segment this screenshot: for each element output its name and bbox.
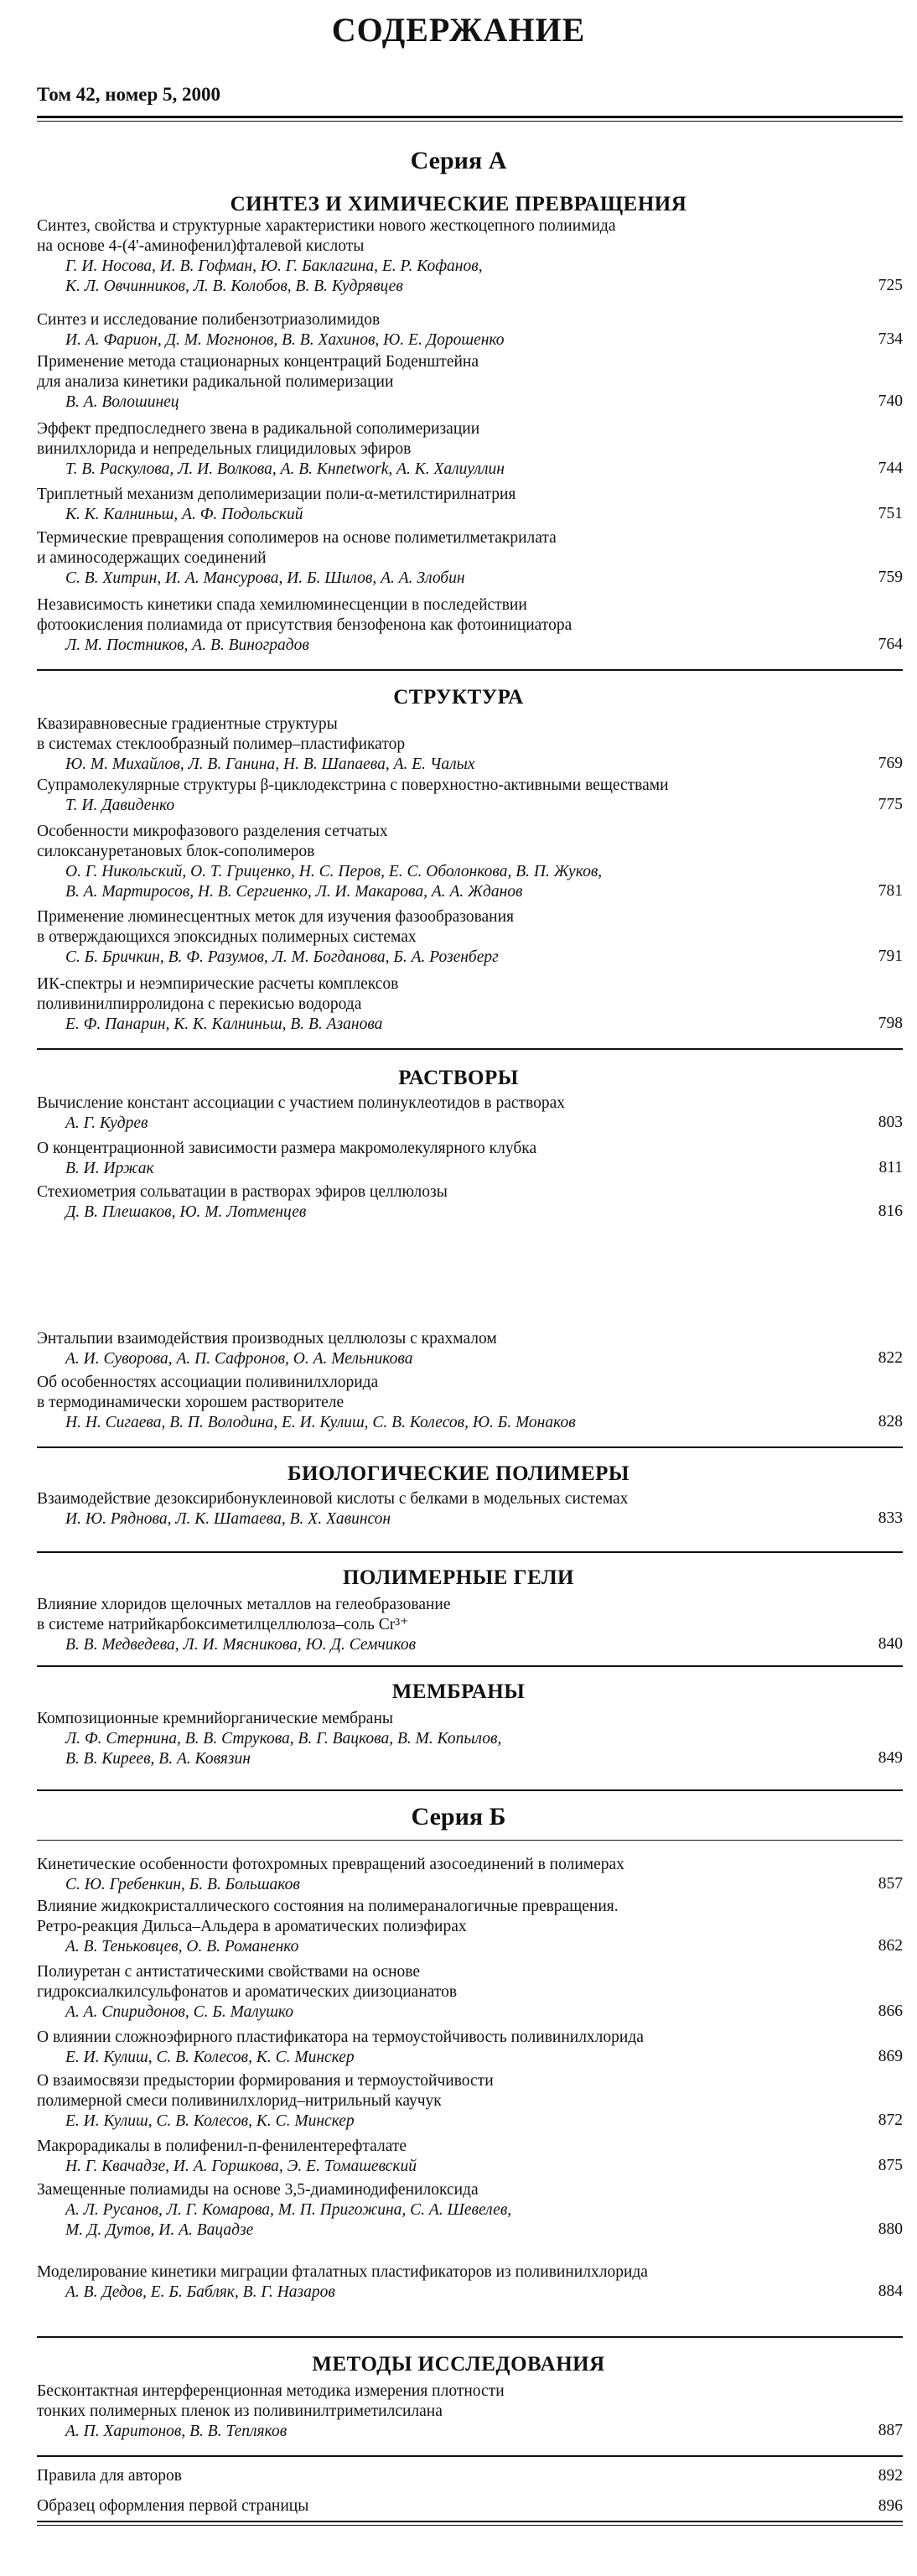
entry-authors: Н. Н. Сигаева, В. П. Володина, Е. И. Кулиш, С. В. Колесов, Ю. Б. Монаков	[65, 1414, 576, 1431]
entry-title: Правила для авторов	[37, 2467, 182, 2485]
toc-entry[interactable]	[37, 528, 903, 589]
section-heading: БИОЛОГИЧЕСКИЕ ПОЛИМЕРЫ	[288, 1462, 629, 1485]
section-heading: МЕТОДЫ ИССЛЕДОВАНИЯ	[312, 2353, 605, 2376]
entry-authors: Д. В. Плешаков, Ю. М. Лотменцев	[65, 1203, 307, 1221]
entry-authors: Е. И. Кулиш, С. В. Колесов, К. С. Минскер	[65, 2049, 355, 2066]
toc-entry[interactable]	[37, 1182, 903, 1223]
entry-title: О взаимосвязи предыстории формирования и термоустойчивости	[37, 2072, 494, 2090]
toc-entry[interactable]	[37, 2262, 903, 2303]
page-number: 875	[878, 2157, 903, 2174]
entry-title: Синтез, свойства и структурные характеристики нового жесткоцепного полиимида	[37, 217, 616, 235]
series-heading: Серия Б	[411, 1803, 506, 1831]
entry-authors: В. И. Иржак	[65, 1160, 154, 1177]
entry-title: Синтез и исследование полибензотриазолимидов	[37, 311, 381, 329]
entry-title: полимерной смеси поливинилхлорид–нитрильный каучук	[37, 2092, 442, 2110]
section-rule	[37, 1789, 903, 1791]
toc-entry[interactable]	[37, 2497, 903, 2516]
entry-title: Полиуретан с антистатическими свойствами на основе	[37, 1963, 421, 1981]
toc-entry[interactable]	[37, 2071, 903, 2132]
entry-authors: Е. Ф. Панарин, К. К. Калниньш, В. В. Азанова	[65, 1015, 383, 1033]
entry-title: Об особенностях ассоциации поливинилхлорида	[37, 1374, 379, 1391]
header-rule	[37, 116, 903, 118]
page-number: 798	[878, 1015, 903, 1032]
page-number: 884	[878, 2283, 903, 2300]
entry-title: Энтальпии взаимодействия производных целлюлозы с крахмалом	[37, 1330, 497, 1348]
section-rule	[37, 1048, 903, 1050]
entry-authors: И. Ю. Ряднова, Л. К. Шатаева, В. Х. Хавинсон	[65, 1510, 391, 1528]
entry-authors: А. Г. Кудрев	[65, 1114, 148, 1132]
toc-entry[interactable]	[37, 1897, 903, 1957]
entry-title: тонких полимерных пленок из поливинилтриметилсилана	[37, 2402, 443, 2420]
entry-title: Композиционные кремнийорганические мембраны	[37, 1710, 393, 1727]
page-number: 769	[878, 755, 903, 772]
entry-authors: А. И. Суворова, А. П. Сафронов, О. А. Мельникова	[65, 1350, 413, 1368]
toc-entry[interactable]	[37, 485, 903, 525]
toc-entry[interactable]	[37, 2180, 903, 2241]
entry-title: О концентрационной зависимости размера макромолекулярного клубка	[37, 1140, 537, 1157]
toc-entry[interactable]	[37, 1373, 903, 1433]
page-number: 791	[878, 948, 903, 965]
toc-entry[interactable]	[37, 1093, 903, 1134]
entry-title: силоксануретановых блок-сополимеров	[37, 843, 315, 860]
section-heading: РАСТВОРЫ	[398, 1067, 519, 1089]
section-rule	[37, 1551, 903, 1553]
toc-entry[interactable]	[37, 974, 903, 1035]
entry-authors: С. В. Хитрин, И. А. Мансурова, И. Б. Шилов, А. А. Злобин	[65, 569, 465, 587]
entry-title: в системе натрийкарбоксиметилцеллюлоза–соль Cr³⁺	[37, 1616, 409, 1633]
toc-entry[interactable]	[37, 352, 903, 413]
entry-authors: В. В. Медведева, Л. И. Мясникова, Ю. Д. Семчиков	[65, 1636, 417, 1654]
section-rule	[37, 669, 903, 671]
page-number: 872	[878, 2111, 903, 2129]
issue-info: Том 42, номер 5, 2000	[37, 84, 221, 105]
entry-authors: А. П. Харитонов, В. В. Тепляков	[65, 2423, 288, 2440]
toc-entry[interactable]	[37, 310, 903, 351]
page-number: 803	[878, 1114, 903, 1131]
entry-title: в отверждающихся эпоксидных полимерных системах	[37, 928, 417, 946]
toc-entry[interactable]	[37, 419, 903, 480]
entry-authors: Л. М. Постников, А. В. Виноградов	[65, 636, 309, 654]
page-number: 740	[878, 392, 903, 410]
section-heading: СТРУКТУРА	[393, 686, 524, 709]
entry-authors: С. Ю. Гребенкин, Б. В. Большаков	[65, 1876, 300, 1893]
page-number: 840	[878, 1635, 903, 1653]
entry-authors: С. Б. Бричкин, В. Ф. Разумов, Л. М. Богданова, Б. А. Розенберг	[65, 948, 499, 966]
page-number: 811	[878, 1159, 903, 1176]
page-number: 866	[878, 2002, 903, 2020]
section-rule	[37, 2455, 903, 2457]
entry-title: Макрорадикалы в полифенил-п-фенилентерефталате	[37, 2137, 407, 2155]
entry-title: Ретро-реакция Дильса–Альдера в ароматических полиэфирах	[37, 1918, 467, 1935]
section-rule	[37, 2525, 903, 2526]
page-number: 869	[878, 2048, 903, 2065]
entry-title: Кинетические особенности фотохромных превращений азосоединений в полимерах	[37, 1856, 624, 1873]
toc-entry[interactable]	[37, 1962, 903, 2023]
entry-authors: Е. И. Кулиш, С. В. Колесов, К. С. Минскер	[65, 2112, 355, 2130]
toc-entry[interactable]	[37, 1139, 903, 1179]
entry-title: поливинилпирролидона с перекисью водорода	[37, 995, 362, 1013]
page-number: 764	[878, 636, 903, 653]
header-rule-thin	[37, 121, 903, 122]
page-number: 751	[878, 505, 903, 522]
entry-title: Замещенные полиамиды на основе 3,5-диаминодифенилоксида	[37, 2181, 479, 2199]
entry-authors: К. К. Калниньш, А. Ф. Подольский	[65, 506, 303, 523]
page-number: 816	[878, 1202, 903, 1220]
page-number: 759	[878, 569, 903, 586]
toc-entry[interactable]	[37, 822, 903, 902]
entry-title: на основе 4-(4'-аминофенил)фталевой кислоты	[37, 237, 365, 255]
entry-title: Применение люминесцентных меток для изучения фазообразования	[37, 908, 515, 926]
entry-title: О влиянии сложноэфирного пластификатора на термоустойчивость поливинилхлорида	[37, 2028, 644, 2046]
entry-title: Влияние жидкокристаллического состояния на полимераналогичные превращения.	[37, 1898, 619, 1915]
page-number: 822	[878, 1349, 903, 1367]
series-heading: Серия А	[410, 147, 507, 174]
section-rule	[37, 1840, 903, 1841]
entry-authors: Л. Ф. Стернина, В. В. Струкова, В. Г. Вацкова, В. М. Копылов,	[65, 1730, 502, 1748]
entry-title: Эффект предпоследнего звена в радикальной сополимеризации	[37, 420, 480, 438]
page-number: 857	[878, 1875, 903, 1893]
toc-entry[interactable]	[37, 2137, 903, 2177]
entry-authors: В. А. Волошинец	[65, 393, 179, 411]
entry-title: Взаимодействие дезоксирибонуклеиновой кислоты с белками в модельных системах	[37, 1490, 629, 1508]
entry-authors: И. А. Фарион, Д. М. Могнонов, В. В. Хахинов, Ю. Е. Дорошенко	[65, 331, 505, 349]
page-number: 781	[878, 882, 903, 900]
toc-entry[interactable]	[37, 1709, 903, 1769]
page-number: 734	[878, 330, 903, 348]
section-rule	[37, 2336, 903, 2338]
entry-title: фотоокисления полиамида от присутствия бензофенона как фотоинициатора	[37, 616, 572, 634]
page-number: 744	[878, 460, 903, 477]
page-number: 880	[878, 2220, 903, 2238]
entry-title: Применение метода стационарных концентраций Боденштейна	[37, 353, 479, 371]
toc-entry[interactable]	[37, 1489, 903, 1530]
page-number: 833	[878, 1509, 903, 1527]
entry-title: и аминосодержащих соединений	[37, 549, 267, 567]
entry-authors: М. Д. Дутов, И. А. Вацадзе	[65, 2221, 254, 2239]
entry-title: Вычисление констант ассоциации с участием полинуклеотидов в растворах	[37, 1094, 565, 1112]
toc-entry[interactable]	[37, 776, 903, 816]
entry-authors: В. А. Мартиросов, Н. В. Сергиенко, Л. И. Макарова, А. А. Жданов	[65, 883, 523, 901]
entry-authors: Н. Г. Квачадзе, И. А. Горшкова, Э. Е. Томашевский	[65, 2158, 417, 2175]
entry-title: Особенности микрофазового разделения сетчатых	[37, 823, 388, 840]
page-number: 725	[878, 277, 903, 294]
page-title: СОДЕРЖАНИЕ	[331, 11, 586, 49]
entry-authors: А. В. Дедов, Е. Б. Бабляк, В. Г. Назаров	[65, 2283, 335, 2301]
page-number: 828	[878, 1413, 903, 1431]
entry-title: для анализа кинетики радикальной полимеризации	[37, 373, 394, 391]
toc-entry[interactable]	[37, 714, 903, 775]
entry-title: Супрамолекулярные структуры β-циклодекстрина с поверхностно-активными веществами	[37, 776, 669, 794]
section-rule	[37, 2521, 903, 2522]
toc-entry[interactable]	[37, 2381, 903, 2442]
toc-entry[interactable]	[37, 595, 903, 656]
toc-entry[interactable]	[37, 1329, 903, 1369]
entry-title: Стехиометрия сольватации в растворах эфиров целлюлозы	[37, 1183, 448, 1201]
entry-title: гидроксиалкилсульфонатов и ароматических диизоцианатов	[37, 1983, 458, 2001]
section-heading: МЕМБРАНЫ	[391, 1680, 526, 1703]
entry-title: ИК-спектры и неэмпирические расчеты комплексов	[37, 975, 399, 993]
entry-title: Независимость кинетики спада хемилюминесценции в последействии	[37, 596, 527, 614]
section-heading: СИНТЕЗ И ХИМИЧЕСКИЕ ПРЕВРАЩЕНИЯ	[230, 193, 687, 216]
toc-entry[interactable]	[37, 1855, 903, 1895]
toc-entry[interactable]	[37, 216, 903, 297]
entry-authors: Ю. М. Михайлов, Л. В. Ганина, Н. В. Шапаева, А. Е. Чалых	[65, 756, 475, 773]
entry-authors: Т. В. Раскулова, Л. И. Волкова, А. В. Кнnetwork, А. К. Халиуллин	[65, 460, 505, 478]
page-number: 887	[878, 2422, 903, 2439]
entry-title: Квазиравновесные градиентные структуры	[37, 715, 338, 733]
section-rule	[37, 1446, 903, 1448]
entry-title: Образец оформления первой страницы	[37, 2497, 309, 2515]
entry-title: Термические превращения сополимеров на основе полиметилметакрилата	[37, 529, 557, 547]
page-number: 896	[878, 2497, 903, 2515]
page-number: 862	[878, 1937, 903, 1955]
page-number: 775	[878, 796, 903, 813]
entry-authors: К. Л. Овчинников, Л. В. Колобов, В. В. Кудрявцев	[65, 278, 403, 295]
entry-authors: А. Л. Русанов, Л. Г. Комарова, М. П. Пригожина, С. А. Шевелев,	[65, 2201, 512, 2219]
toc-entry[interactable]	[37, 1595, 903, 1655]
entry-title: винилхлорида и непредельных глицидиловых эфиров	[37, 440, 412, 458]
entry-authors: Т. И. Давиденко	[65, 797, 175, 814]
entry-title: Бесконтактная интерференционная методика измерения плотности	[37, 2382, 505, 2400]
page-number: 849	[878, 1749, 903, 1767]
entry-authors: О. Г. Никольский, О. Т. Гриценко, Н. С. Перов, Е. С. Оболонкова, В. П. Жуков,	[65, 863, 603, 880]
toc-entry[interactable]	[37, 2467, 903, 2485]
entry-authors: А. В. Теньковцев, О. В. Романенко	[65, 1938, 299, 1955]
entry-title: в термодинамически хорошем растворителе	[37, 1394, 345, 1411]
entry-title: Моделирование кинетики миграции фталатных пластификаторов из поливинилхлорида	[37, 2263, 648, 2281]
section-rule	[37, 1665, 903, 1667]
page-number: 892	[878, 2467, 903, 2485]
toc-entry[interactable]	[37, 2028, 903, 2068]
section-heading: ПОЛИМЕРНЫЕ ГЕЛИ	[342, 1566, 574, 1589]
entry-title: Триплетный механизм деполимеризации поли-α-метилстирилнатрия	[37, 486, 516, 503]
entry-authors: Г. И. Носова, И. В. Гофман, Ю. Г. Баклагина, Е. Р. Кофанов,	[65, 257, 483, 275]
entry-title: в системах стеклообразный полимер–пластификатор	[37, 735, 406, 753]
entry-title: Влияние хлоридов щелочных металлов на гелеобразование	[37, 1596, 451, 1613]
entry-authors: А. А. Спиридонов, С. Б. Малушко	[65, 2003, 294, 2021]
entry-authors: В. В. Киреев, В. А. Ковязин	[65, 1750, 251, 1768]
toc-entry[interactable]	[37, 907, 903, 968]
